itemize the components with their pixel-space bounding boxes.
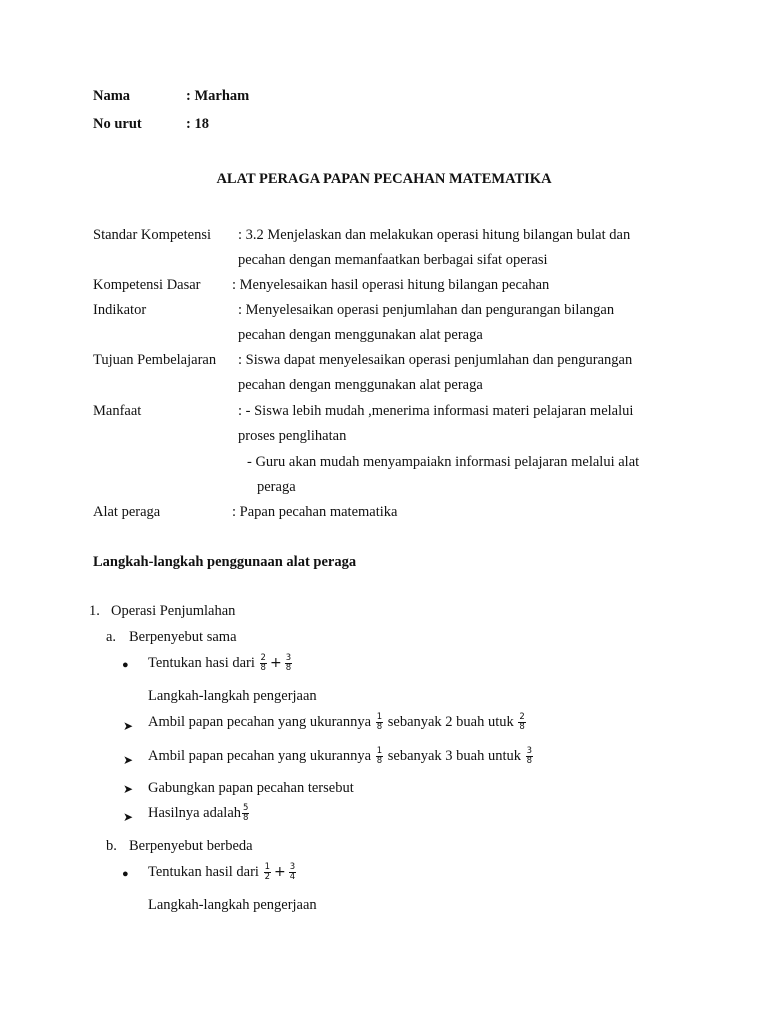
task-a-text: Tentukan hasi dari <box>148 654 255 671</box>
ind-line2: pecahan dengan menggunakan alat peraga <box>238 327 483 343</box>
mf-label: Manfaat <box>93 403 142 419</box>
fraction: $\frac{1}{2}$ <box>264 862 270 882</box>
section1-number: 1. <box>89 603 100 619</box>
ind-line1: : Menyelesaikan operasi penjumlahan dan pengurangan bilangan <box>238 302 615 318</box>
tp-line2: pecahan dengan menggunakan alat peraga <box>238 377 483 393</box>
fraction: $\frac{1}{8}$ <box>376 712 383 732</box>
bullet-icon: ● <box>122 659 129 671</box>
arrow-bullet-icon: ➤ <box>123 753 134 767</box>
section1-title: Operasi Penjumlahan <box>111 603 236 619</box>
ap-value: : Papan pecahan matematika <box>232 504 398 520</box>
nama-label: Nama <box>93 88 131 104</box>
subsection-a-letter: a. <box>106 629 117 645</box>
nama-value: : Marham <box>186 88 250 104</box>
steps-label-b: Langkah-langkah pengerjaan <box>148 897 317 913</box>
arrow-bullet-icon: ➤ <box>123 810 134 824</box>
nourut-value: : 18 <box>186 116 209 132</box>
sk-label: Standar Kompetensi <box>93 227 211 243</box>
step-text: sebanyak 3 buah untuk <box>387 747 522 764</box>
task-b <box>148 863 297 882</box>
step-4 <box>148 804 250 823</box>
ap-label: Alat peraga <box>93 504 161 520</box>
step-3: Gabungkan papan pecahan tersebut <box>148 780 354 796</box>
ind-label: Indikator <box>93 302 147 318</box>
plus-sign: + <box>269 654 282 671</box>
task-a <box>148 654 293 673</box>
sk-line1: : 3.2 Menjelaskan dan melakukan operasi hitung bilangan bulat dan <box>238 227 631 243</box>
kd-value: : Menyelesaikan hasil operasi hitung bilangan pecahan <box>232 277 550 293</box>
fraction: $\frac{3}{4}$ <box>289 862 296 882</box>
step-2 <box>148 747 534 766</box>
step-text: Ambil papan pecahan yang ukurannya <box>148 747 372 764</box>
mf-line2: proses penglihatan <box>238 428 347 444</box>
mf-line4: peraga <box>257 479 296 495</box>
fraction: $\frac{5}{8}$ <box>243 803 249 823</box>
sk-line2: pecahan dengan memanfaatkan berbagai sifat operasi <box>238 252 548 268</box>
step-1 <box>148 713 527 732</box>
step-text: Ambil papan pecahan yang ukurannya <box>148 713 372 730</box>
bullet-icon: ● <box>122 868 129 880</box>
subsection-b-letter: b. <box>106 838 117 854</box>
fraction: $\frac{2}{8}$ <box>260 653 266 673</box>
page-title: ALAT PERAGA PAPAN PECAHAN MATEMATIKA <box>216 171 552 187</box>
subsection-b-title: Berpenyebut berbeda <box>129 838 253 854</box>
tp-line1: : Siswa dapat menyelesaikan operasi penjumlahan dan pengurangan <box>238 352 633 368</box>
step-text: sebanyak 2 buah utuk <box>387 713 514 730</box>
steps-label-a: Langkah-langkah pengerjaan <box>148 688 317 704</box>
arrow-bullet-icon: ➤ <box>123 719 134 733</box>
plus-sign: + <box>273 863 286 880</box>
subsection-a-title: Berpenyebut sama <box>129 629 237 645</box>
kd-label: Kompetensi Dasar <box>93 277 201 293</box>
langkah-heading: Langkah-langkah penggunaan alat peraga <box>93 554 357 570</box>
arrow-bullet-icon: ➤ <box>123 782 134 796</box>
mf-line3: - Guru akan mudah menyampaiakn informasi pelajaran melalui alat <box>247 454 640 470</box>
tp-label: Tujuan Pembelajaran <box>93 352 217 368</box>
mf-line1: : - Siswa lebih mudah ,menerima informasi materi pelajaran melalui <box>238 403 634 419</box>
fraction: $\frac{3}{8}$ <box>285 653 292 673</box>
fraction: $\frac{2}{8}$ <box>519 712 525 732</box>
fraction: $\frac{1}{8}$ <box>376 746 383 766</box>
nourut-label: No urut <box>93 116 142 132</box>
step-text: Hasilnya adalah <box>148 804 242 821</box>
fraction: $\frac{3}{8}$ <box>526 746 533 766</box>
task-b-text: Tentukan hasil dari <box>148 863 259 880</box>
